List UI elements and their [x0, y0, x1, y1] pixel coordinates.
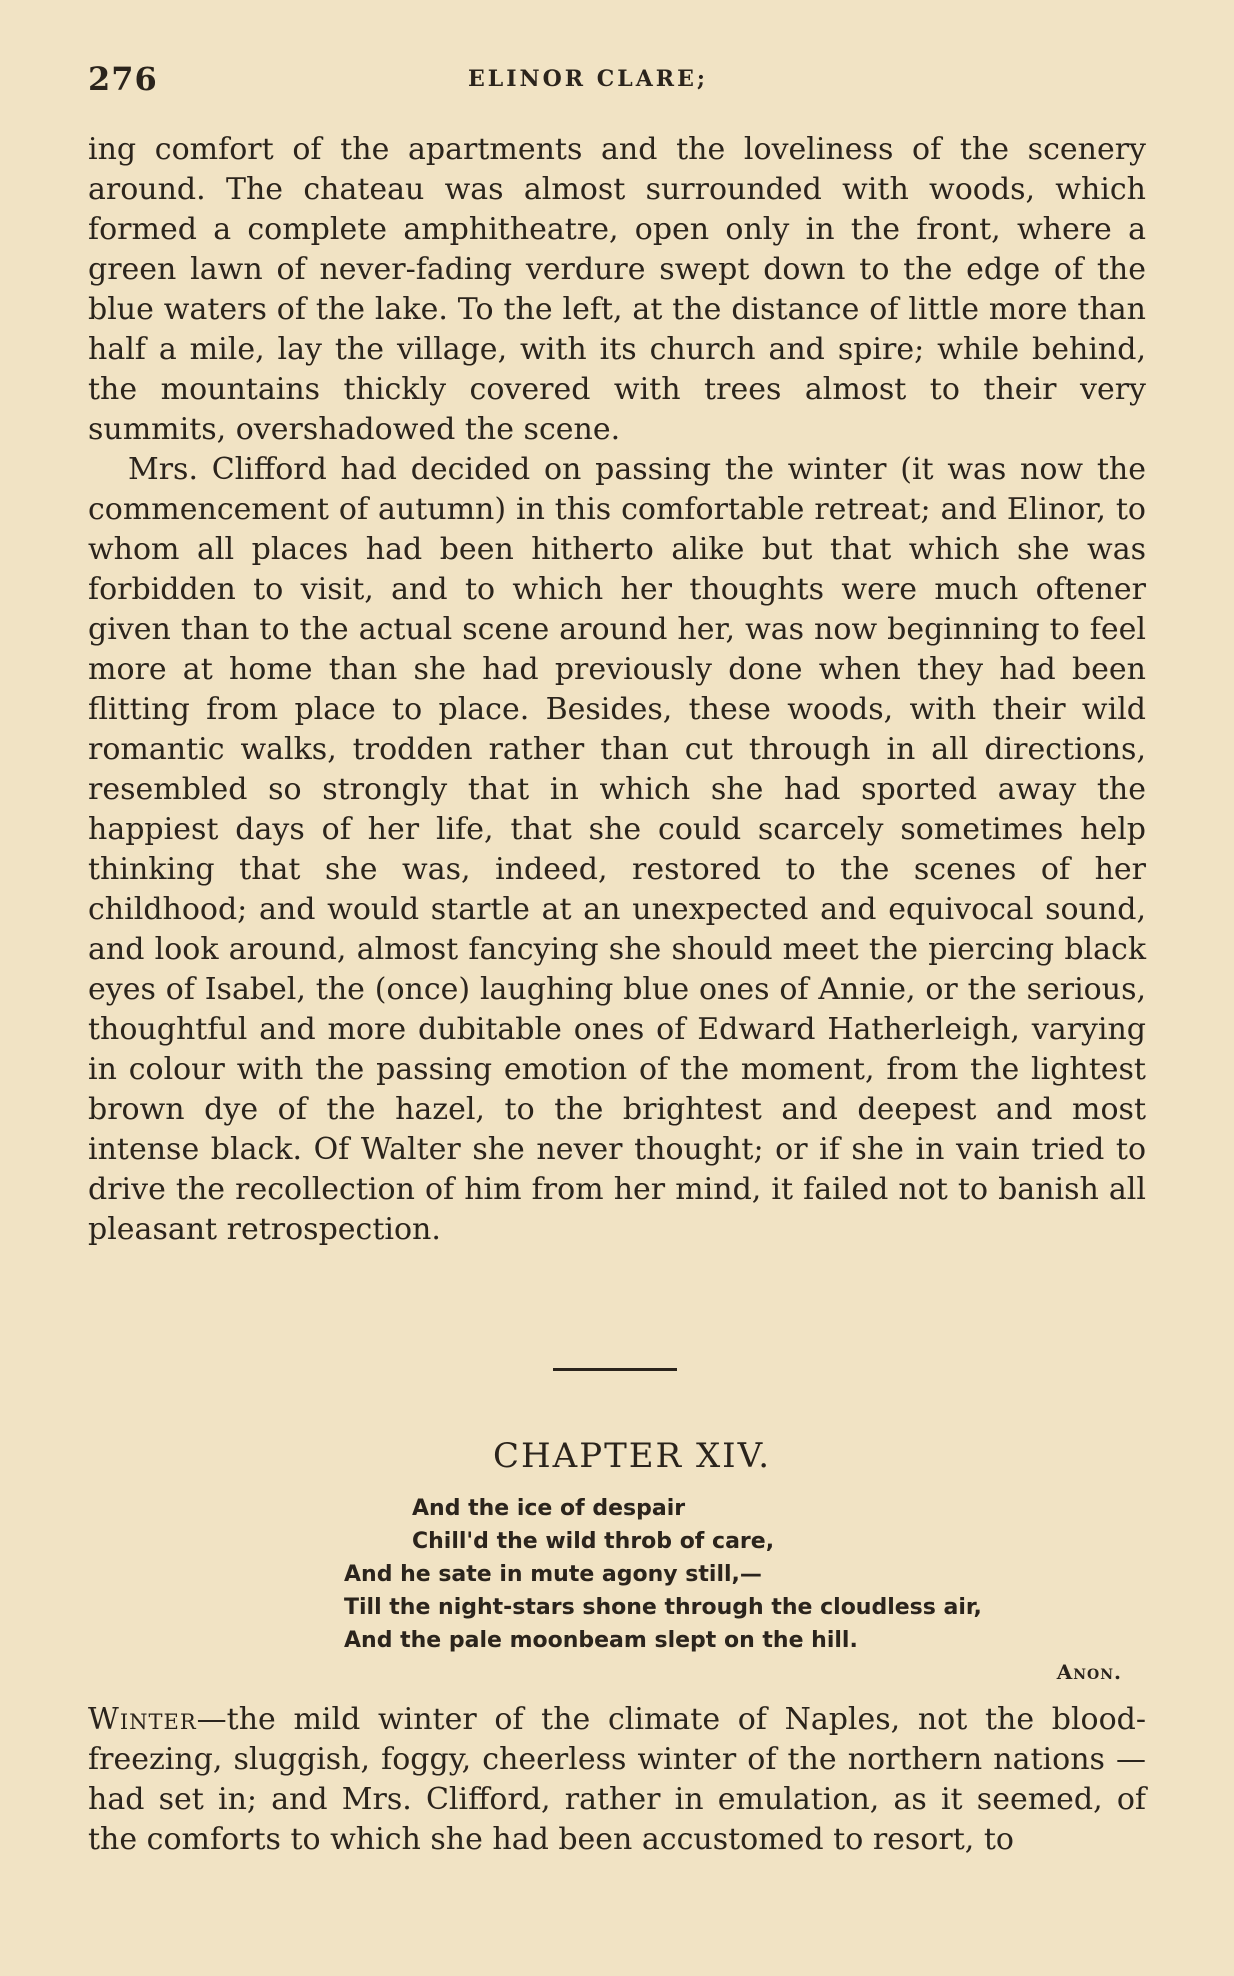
paragraph: Mrs. Clifford had decided on passing the winter (it was now the commencement of autumn) in this comfortable retreat; and Elinor, to whom all places had been hitherto alike but that which she was forbidden to visit, and to which her thoughts were much oftener given than to the actual scene around her, was now beginning to feel more at home than she had previously done when they had been flitting from place to place. Besides, these woods, with their wild romantic walks, trodden rather than cut through in all directions, resembled so strongly that in which she had sported away the happiest days of her life, that she could scarcely sometimes help thinking that she was, indeed, restored to the scenes of her childhood; and would startle at an unexpected and equivocal sound, and look around, almost fancying she should meet the piercing black eyes of Isabel, the (once) laughing blue ones of Annie, or the serious, thoughtful and more dubitable ones of Edward Hatherleigh, varying in colour with the passing emotion of the moment, from the lightest brown dye of the hazel, to the brightest and deepest and most intense black. Of Walter she never thought; or if she in vain tried to drive the recollection of him from her mind, it failed not to banish all pleasant retrospection.	[88, 452, 1146, 1247]
running-title: ELINOR CLARE;	[468, 66, 708, 92]
epigraph-line: Till the night-stars shone through the cloudless air,	[344, 1595, 982, 1620]
chapter-title: CHAPTER XIV.	[492, 1436, 772, 1476]
page-number: 276	[88, 60, 158, 98]
epigraph-line: And the pale moonbeam slept on the hill.	[344, 1628, 858, 1653]
page-header	[88, 60, 1146, 100]
chapter-body	[88, 1700, 1146, 1860]
epigraph	[340, 1492, 1130, 1657]
opening-word: Winter	[88, 1702, 197, 1737]
paragraph	[88, 1700, 1146, 1860]
epigraph-line: And the ice of despair	[412, 1496, 686, 1521]
epigraph-attribution: Anon.	[1056, 1660, 1122, 1684]
epigraph-line: Chill'd the wild throb of care,	[412, 1529, 775, 1554]
epigraph-line: And he sate in mute agony still,—	[344, 1562, 762, 1587]
paragraph: ing comfort of the apartments and the loveliness of the scenery around. The chateau was almost surrounded with woods, which formed a complete amphitheatre, open only in the front, where a green lawn of never-fading verdure swept down to the edge of the blue waters of the lake. To the left, at the distance of little more than half a mile, lay the village, with its church and spire; while behind, the mountains thickly covered with trees almost to their very summits, overshadowed the scene.	[88, 132, 1146, 447]
section-divider	[553, 1368, 677, 1371]
opening-text: —the mild winter of the climate of Naples, not the blood-freezing, sluggish, foggy, cheerless winter of the northern nations —had set in; and Mrs. Clifford, rather in emulation, as it seemed, of the comforts to which she had been accustomed to resort, to	[88, 1702, 1146, 1857]
body-text	[88, 130, 1146, 1250]
